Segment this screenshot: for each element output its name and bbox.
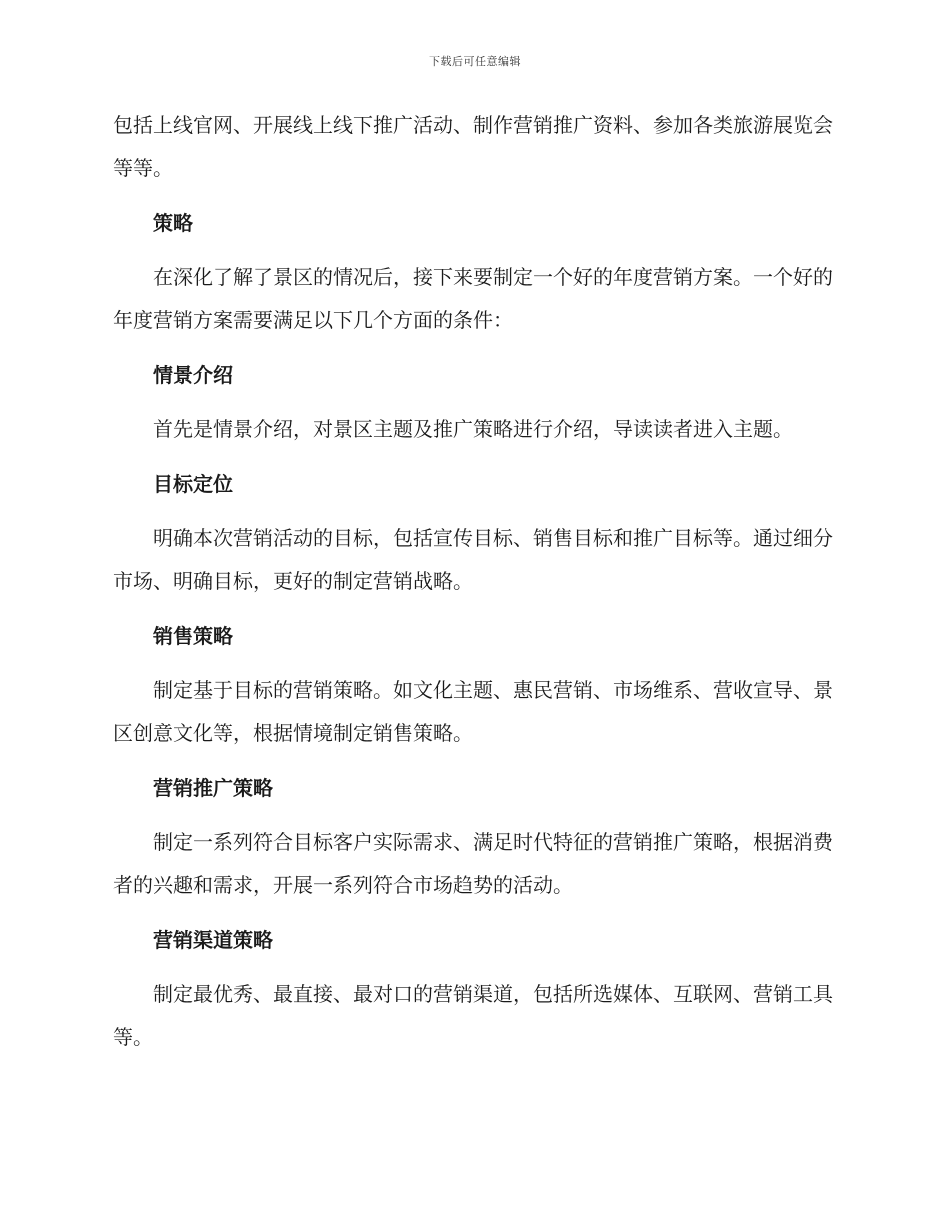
- paragraph-sales-strategy: 制定基于目标的营销策略。如文化主题、惠民营销、市场维系、营收宣导、景区创意文化等，根据情境制定销售策略。: [113, 678, 833, 745]
- paragraph-intro-continuation: 包括上线官网、开展线上线下推广活动、制作营销推广资料、参加各类旅游展览会等等。: [113, 113, 833, 180]
- heading-channel-strategy: 营销渠道策略: [153, 928, 273, 952]
- paragraph-scenario-intro: 首先是情景介绍，对景区主题及推广策略进行介绍，导读读者进入主题。: [153, 417, 793, 441]
- document-body: [113, 104, 833, 1059]
- heading-scenario-intro: 情景介绍: [153, 363, 233, 387]
- paragraph-channel-strategy: 制定最优秀、最直接、最对口的营销渠道，包括所选媒体、互联网、营销工具等。: [113, 982, 833, 1049]
- heading-promotion-strategy: 营销推广策略: [153, 776, 273, 800]
- paragraph-promotion-strategy: 制定一系列符合目标客户实际需求、满足时代特征的营销推广策略，根据消费者的兴趣和需求，开展一系列符合市场趋势的活动。: [113, 830, 833, 897]
- heading-target-positioning: 目标定位: [153, 472, 233, 496]
- paragraph-target-positioning: 明确本次营销活动的目标，包括宣传目标、销售目标和推广目标等。通过细分市场、明确目标，更好的制定营销战略。: [113, 526, 833, 593]
- heading-strategy: 策略: [153, 211, 193, 235]
- heading-sales-strategy: 销售策略: [153, 624, 233, 648]
- page-header: 下载后可任意编辑: [429, 55, 521, 68]
- paragraph-strategy: 在深化了解了景区的情况后，接下来要制定一个好的年度营销方案。一个好的年度营销方案需要满足以下几个方面的条件：: [113, 265, 833, 332]
